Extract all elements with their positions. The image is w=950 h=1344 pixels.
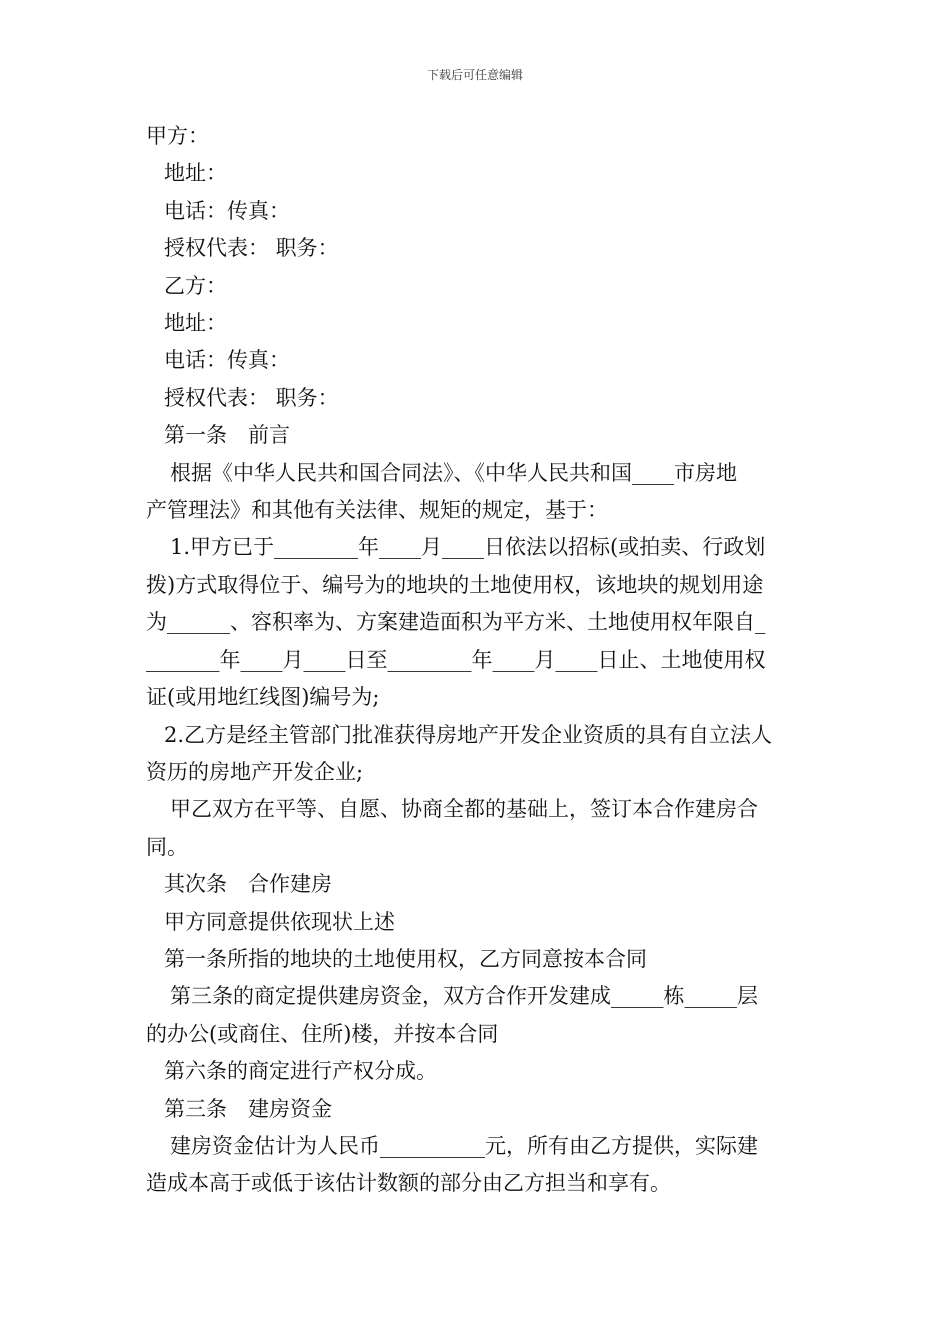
clause-1-paragraph: 1.甲方已于________年____月____日依法以招标(或拍卖、行政划 — [170, 535, 766, 560]
party-a-address: 地址： — [164, 161, 227, 186]
clause-2-paragraph: 2.乙方是经主管部门批准获得房地产开发企业资质的具有自立法人 — [164, 722, 773, 747]
party-b-phone-fax: 电话：传真： — [164, 348, 290, 373]
article-2-heading: 其次条 合作建房 — [164, 872, 332, 897]
party-b-address: 地址： — [164, 311, 227, 336]
document-body — [146, 118, 810, 1203]
article-2-paragraph: 的办公(或商住、住所)楼，并按本合同 — [146, 1021, 499, 1046]
agreement-paragraph: 甲乙双方在平等、自愿、协商全都的基础上，签订本合作建房合 — [170, 797, 758, 822]
article-2-paragraph: 第一条所指的地块的土地使用权，乙方同意按本合同 — [164, 946, 647, 971]
article-2-paragraph: 第三条的商定提供建房资金，双方合作开发建成_____栋_____层 — [170, 984, 758, 1009]
article-3-paragraph: 造成本高于或低于该估计数额的部分由乙方担当和享有。 — [146, 1171, 671, 1196]
article-3-paragraph: 建房资金估计为人民币__________元，所有由乙方提供，实际建 — [170, 1133, 758, 1158]
party-b-representative: 授权代表： 职务： — [164, 385, 339, 410]
page-header: 下载后可任意编辑 — [426, 68, 523, 82]
clause-1-paragraph: 为______、容积率为、方案建造面积为平方米、土地使用权年限自_ — [146, 610, 766, 635]
article-2-paragraph: 甲方同意提供依现状上述 — [164, 909, 395, 934]
clause-1-paragraph: 拨)方式取得位于、编号为的地块的土地使用权，该地块的规划用途 — [146, 572, 764, 597]
party-a-label: 甲方： — [146, 124, 209, 148]
article-1-heading: 第一条 前言 — [164, 423, 290, 448]
party-a-phone-fax: 电话：传真： — [164, 198, 290, 223]
article-1-paragraph: 产管理法》和其他有关法律、规矩的规定，基于： — [146, 498, 608, 523]
article-1-paragraph: 根据《中华人民共和国合同法》、《中华人民共和国____市房地 — [170, 460, 737, 485]
party-b-label: 乙方： — [164, 273, 227, 298]
clause-2-paragraph: 资历的房地产开发企业; — [146, 759, 364, 784]
clause-1-paragraph: 证(或用地红线图)编号为; — [146, 685, 380, 710]
article-3-heading: 第三条 建房资金 — [164, 1096, 332, 1121]
article-2-paragraph: 第六条的商定进行产权分成。 — [164, 1059, 437, 1084]
agreement-paragraph: 同。 — [146, 834, 188, 859]
clause-1-paragraph: _______年____月____日至________年____月____日止、土地使用权 — [146, 647, 766, 672]
party-a-representative: 授权代表： 职务： — [164, 236, 339, 261]
